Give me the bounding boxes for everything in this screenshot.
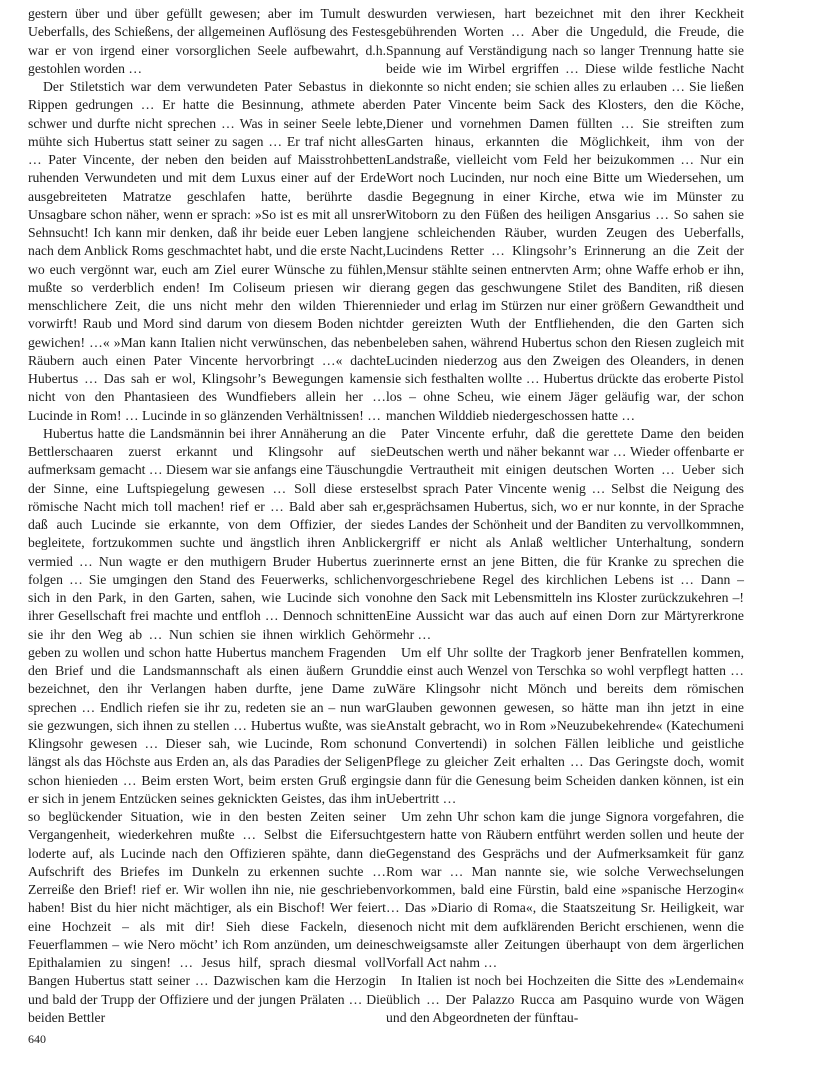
paragraph: Pater Vincente erfuhr, daß die gerettete Dame den beiden Deutschen werth und näher bekannt war … Wieder offenbarte er die Vertrautheit mit einigen deutschen Worten … Ueber sich selbst sprach Pater Vincente wenig … Selbst die Neigung des gesprächsamen Hubertus, sich, wo er nur konnte, in der Sprache des Landes der Schönheit und der Banditen zu vervollkommnen, ergriff er nicht als Anlaß weltlicher Unterhaltung, sondern erinnerte ernst an jene Bitten, die für Kranke zu sprechen die vorgeschriebene Regel des kirchlichen Lebens ist … Dann – ohne den Sack mit Lebensmitteln ins Kloster zurückzukehren –! Eine Aussicht war das auch auf einen Dorn zur Märtyrerkrone mehr …	[386, 425, 744, 642]
paragraph: Um elf Uhr sollte der Tragkorb jener Benfratellen kommen, die einst auch Wenzel von Terschka so wohl verpflegt hatten … Wäre Klingsohr nicht Mönch und bereits dem römischen Glauben gewonnen gewesen, so hätte man ihn jetzt in eine Anstalt gebracht, wo in Rom »Neuzubekehrende« (Katechumeni und Convertendi) in solchen Fällen leibliche und geistliche Pflege zu gleicher Zeit erhalten … Das Geringste doch, womit sie dann für die Genesung beim Scheiden danken können, ist ein Uebertritt …	[386, 644, 744, 806]
paragraph: wurden verwiesen, hart bezeichnet mit den ihrer Keckheit gebührenden Worten … Aber die Ungeduld, die Freude, die Spannung auf Verständigung nach so langer Trennung hatte sie beide wie im Wirbel ergriffen … Diese wilde festliche Nacht konnte so nicht enden; sie schien alles zu erlauben … Sie ließen den Pater Vincente beim Sack des Klosters, den die Köche, Diener und vornehmen Damen füllten … Sie streiften zum Garten hinaus, erkannten die Möglichkeit, ihm von der Landstraße, vielleicht vom Feld her beizukommen … Nur ein Wort noch Lucinden, nur noch eine Bitte um Wiedersehen, um die Begegnung in einer Kirche, etwa wie im Münster zu Witoborn zu den Füßen des heiligen Ansgarius … So sahen sie jene schleichenden Räuber, wurden Zeugen des Ueberfalls, Lucindens Retter … Klingsohr’s Erinnerung an die Zeit der Mensur stählte seinen entnervten Arm; ohne Waffe erhob er ihn, rang gegen das geschwungene Stilet des Banditen, riß diesen nieder und erlag im Stürzen nur einer größern Gewandtheit und der gereizten Wuth der Entfliehenden, die den Garten sich beleben sahen, während Hubertus schon den Riesen zugleich mit Lucinden niederzog aus den Zweigen des Oleanders, in denen sie sich festhalten wollte … Hubertus drückte das eroberte Pistol los – ohne Scheu, wie einem Jäger geläufig war, der schon manchen Wilddieb niedergeschossen hatte …	[386, 6, 744, 423]
paragraph: Der Stiletstich war dem verwundeten Pater Sebastus in die Rippen gedrungen … Er hatte die Besinnung, athmete aber schwer und durfte nicht sprechen … Was in seiner Seele lebte, mühte sich Hubertus statt seiner zu sagen … Er traf nicht alles … Pater Vincente, der neben den beiden auf Maisstrohbetten ruhenden Verwundeten und mit dem Luxus einer auf der Erde ausgebreiteten Matratze geschlafen hatte, berührte das Unsagbare schon näher, wenn er sprach: »So ist es mit all unsrer Sehnsucht! Ich kann mir denken, daß ihr beide euer Leben lang nach dem Anblick Roms geschmachtet habt, und die erste Nacht, wo euch vergönnt war, euch am Ziel eurer Wünsche zu fühlen, mußte so verderblich enden! Im Coliseum priesen wir die menschlichere Zeit, die uns nicht mehr den wilden Thieren vorwirft! Raub und Mord sind darum von diesem Boden nicht gewichen! …« »Man kann Italien nicht verwünschen, das neben Räubern auch einen Pater Vincente hervorbringt …« dachte Hubertus … Das sah er wol, Klingsohr’s Bewegungen kamen nicht von den Phantasieen des Wundfiebers allein her … Lucinde in Rom! … Lucinde in so glänzenden Verhältnissen! …	[28, 79, 386, 423]
left-column	[28, 5, 386, 1027]
paragraph: In Italien ist noch bei Hochzeiten die Sitte des »Lendemain« üblich … Der Palazzo Rucca am Pasquino wurde von Wägen und den Abgeordneten der fünftau-	[386, 973, 744, 1025]
page-number: 640	[28, 1032, 46, 1046]
paragraph: Hubertus hatte die Landsmännin bei ihrer Annäherung an die Bettlerschaaren zuerst erkannt und Klingsohr auf sie aufmerksam gemacht … Diesem war sie anfangs eine Täuschung der Sinne, eine Luftspiegelung gewesen … Soll diese erste römische Nacht mich toll machen! rief er … Bald aber sah er, daß auch Lucinde sie erkannte, von dem Offizier, der sie begleitete, fortzukommen suchte und ängstlich ihren Anblick vermied … Nun wagte er den muthigern Bruder Hubertus zu folgen … Sie umgingen den Stand des Feuerwerks, schlichen sich in den Park, in den Garten, sahen, wie Lucinde sich von ihrer Gesellschaft frei machte und entfloh … Dennoch schnitten sie ihr den Weg ab … Nun schien sie ihnen wirklich Gehör geben zu wollen und schon hatte Hubertus manchem Fragenden den Brief und die Landsmannschaft als einen äußern Grund bezeichnet, den ihr Verlangen haben durfte, jene Dame zu sprechen … Endlich riefen sie ihr zu, redeten sie an – nun war sie gezwungen, sich ihnen zu stellen … Hubertus wußte, was sie Klingsohr gewesen … Dieser sah, wie Lucinde, Rom schon längst als das Höchste aus Erden an, als das Paradies der Seligen schon hieniеden … Beim ersten Wort, beim ersten Gruß erging er sich in jenem Entzücken seines geknickten Geistes, das ihm in so beglückender Situation, wie in den besten Zeiten seiner Vergangenheit, wiederkehren mußte … Selbst die Eifersucht loderte auf, als Lucinde nach den Offizieren spähte, dann die Aufschrift des Briefes im Dunkeln zu erkennen suchte … Zerreiße den Brief! rief er. Wir wollen ihn nie, nie geschrieben haben! Bist du hier nicht mächtiger, als ein Bischof! Wer feiert eine Hochzeit – als mit dir! Sieh diese Fackeln, diese Feuerflammen – wie Nero möcht’ ich Rom anzünden, um deine Epithalamien zu singen! … Jesus hilf, sprach diesmal voll Bangen Hubertus statt seiner … Dazwischen kam die Herzogin und bald der Trupp der Offiziere und der jungen Prälaten … Die beiden Bettler	[28, 425, 386, 1025]
paragraph: Um zehn Uhr schon kam die junge Signora vorgefahren, die gestern hatte von Räubern entführt werden sollen und heute der Gegenstand des Gesprächs und der Aufmerksamkeit für ganz Rom war … Man nannte sie, wie solche Verwechselungen vorkommen, bald eine Fürstin, bald eine »spanische Herzogin« … Das »Diario di Roma«, die Staatszeitung Sr. Heiligkeit, war noch nicht mit dem aufklärenden Bericht erschienen, wenn die schweigsamste aller Zeitungen überhaupt von dem ärgerlichen Vorfall Act nahm …	[386, 809, 744, 970]
paragraph: gestern über und über gefüllt gewesen; aber im Tumult des Ueberfalls, des Schießens, der allgemeinen Auflösung des Festes war er von irgend einer vorsorglichen Seele aufbewahrt, d.h. gestohlen worden …	[28, 6, 386, 76]
right-column	[386, 5, 744, 1027]
